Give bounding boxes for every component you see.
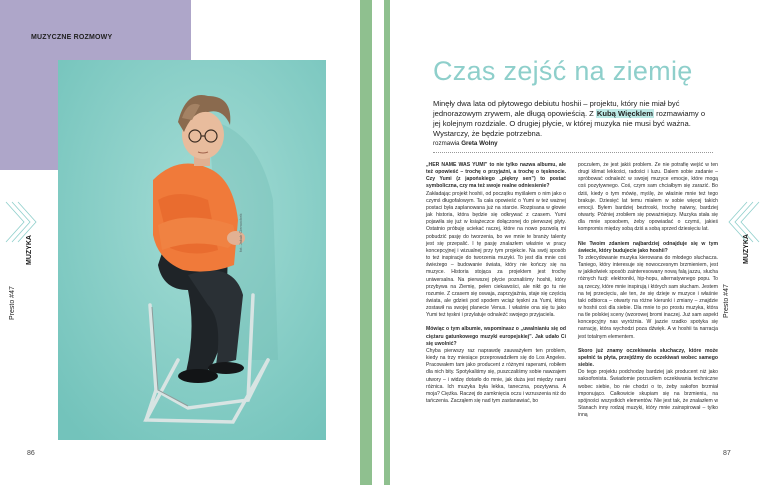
- question-text: „HER NAME WAS YUMI” to nie tylko nazwa albumu, ale też opowieść – trochę o przyjaźni, a trochę o tęsknocie. Czy Yumi (z japońskiego „piękny sen”) to postać symboliczna, czy ma też swoje realne odniesienie?: [426, 162, 566, 190]
- byline-author: Greta Wolny: [461, 140, 498, 147]
- side-category-right: MUZYKA: [743, 234, 750, 264]
- lead-highlight-name: Kubą Więcklem: [596, 109, 653, 119]
- answer-text: Chyba pierwszy raz naprawdę zauważyłem ten problem, kiedy na trzy miesiące przeprowadziłem się do Los Angeles. Pracowałem tam jako producent z różnymi raperami, robiłem dla nich bity. Spotykaliśmy się, puszczaliśmy sobie nawzajem utwory – i widzę dotarło do mnie, jak duża jest między nami różnica. Ich muzyka była lekka, taneczna, pozytywna. A moja? Ciężka. Raczej do zamknięcia oczu i wzruszenia niż do tańczenia. Zacząłem się nad tym zastanawiać, bo: [426, 347, 566, 404]
- lead-text-start: Minęły dwa lata od płytowego debiutu hoshii – projektu, który nie miał być jednorazowym zrywem, ale długą opowieścią. Z: [433, 99, 680, 119]
- answer-text: To zdecydowanie muzyka kierowana do młodego słuchacza. Taniego, który interesuje się nowoczesnym brzmieniem, jest w jakikolwiek sposób zainteresowany nową falą jazzu, słucha różnych fuzji: elektroniki, hip-hopu, alternatywnego popu. To są rzeczy, które mnie inspirują i których sam słucham. Jestem na tej przecięciu, ale ten, że się dzieje w muzyce i właśnie taki odbiorca – otwarty na różne kierunki i zmiany – znajdzie w hoshii coś dla siebie. Dla mnie to po prostu muzyka, która na tle polskiej sceny (wzorowej bromi inaczej. Już sam aspekt koncepcyjny nas wyróżnia. W jazzie rzadko spotyka się narrację, która wychodzi poza dźwięk. A w hoshii ta narracja jest totalnym elementem.: [578, 254, 718, 340]
- side-tag-right: [717, 200, 761, 320]
- side-category-left: MUZYKA: [26, 235, 33, 265]
- article-column-1: [426, 162, 566, 412]
- green-bar-left: [360, 0, 372, 485]
- article-column-2: [578, 162, 718, 426]
- byline: [433, 140, 498, 147]
- answer-text: poczułem, że jest jakiś problem. Ze nie potrafię wejść w ten drugi klimat lekkości, radości i luzu. Dalem sobie zadanie – spróbować odnaleźć w swojej muzyce emocje, które mogą coś pozytywnego. Coś, czym sam chciałbym się zarazić. Bo dziś, kiedy o tym mówię, myślę, że właśnie mnie też tego brakuje. Dziesięć lat temu miałem w sobie więcej takich emocji. Byłem bardziej beztroski, trochę naiwny, bardziej otwarty. Później zrobiłem się poważniejszy. Muzyka stała się dla mnie sposobem, żeby opowiadać o czymś, jakieś kompromis między sobą dziś a sobą sprzed dziesięciu lat.: [578, 162, 718, 233]
- byline-divider: [433, 152, 713, 153]
- byline-prefix: rozmawia: [433, 140, 462, 147]
- answer-text: Zakładając projekt hoshii, od początku myślałem o nim jako o czymś długofalowym. Ta cała opowieść o Yumi w też ważnej postaci była zaplanowana już na starcie. Rozpisana w głowie jak historia, która będzie się odkrywać z czasem. Yumi pojawiła się już w książeczce dołączonej do pierwszej płyty. Ostatnio próbuję uciekać raczej, które na nowo pozwolą mi pobudzić pasję do tworzenia, bo we mnie te branży talenty jest się przepalić. I tę pasję znalazłem właśnie w pracy koncepcyjnej i wizualnej przy tym projekcie. Na swój sposób to też inspiracje do tworzenia muzyki. To jest dla mnie coś świeżego – budowanie świata, który nie kończy się na muzyce. Historia stojąca za projektem jest trochę uniwersalna. Na pierwszej płycie poznaliśmy hoshii, który przybywa na Ziemię, pełen ciekawości, ale nikt go tu nie rozumie. Z czasem się oswaja, zaprzyjaźnia, staje się częścią świata, ale gdzieś pod spodem wciąż tęskni za Yumi, którą zostawił na swojej planecie Venus. I właśnie ona się tu jako Yumi też tęskni i przylatuje odnaleźć swojego przyjaciela.: [426, 190, 566, 319]
- question-text: Mówiąc o tym albumie, wspominasz o „uwalnianiu się od ciężaru gatunkowego muzyki europejskiej”. Jak udało Ci się uwolnić?: [426, 326, 566, 347]
- page-number-left: 86: [27, 450, 35, 457]
- chevron-decoration-icon: [717, 200, 761, 250]
- chevron-decoration-icon: [4, 200, 44, 250]
- side-issue-right: Presto #47: [723, 284, 730, 318]
- green-bar-right: [384, 0, 390, 485]
- page-number-right: 87: [723, 450, 731, 457]
- article-lead: [433, 99, 713, 139]
- question-text: Nie Twoim zdaniem najbardziej odnajduje się w tym świecie, który budujecie jako hoshii?: [578, 240, 718, 254]
- lead-text-end: rozmawiamy o jej kolejnym rozdziale. O drugiej płycie, w której muzyka nie musi być ważna. Wystarczy, że będzie potrzebna.: [433, 109, 706, 139]
- portrait-photo: [58, 60, 326, 440]
- portrait-illustration: [58, 60, 326, 440]
- question-text: Skoro już znamy oczekiwania słuchaczy, które może spełnić ta płyta, przejdźmy do oczekiwań wobec samego siebie.: [578, 347, 718, 369]
- article-title: Czas zejść na ziemię: [433, 56, 693, 86]
- answer-text: Do tego projektu podchodzę bardziej jak producent niż jako saksofonista. Świadomie porzuciłem oczekiwania techniczne wobec siebie, bo nie chodzi o to, żeby sakofon brzmiał imponująco. Całkowicie skupiam się na brzmieniu, na spójności wszystkich elementów. Nie jest tak, że znalazłem w Stanach inny rodzaj muzyki, który mnie zainspirował – tylko inną: [578, 369, 718, 419]
- section-label: MUZYCZNE ROZMOWY: [31, 34, 113, 41]
- photo-credit: fot. Jakub Ciemochek: [238, 213, 243, 252]
- side-tag-left: [4, 200, 44, 320]
- side-issue-left: Presto #47: [9, 286, 16, 320]
